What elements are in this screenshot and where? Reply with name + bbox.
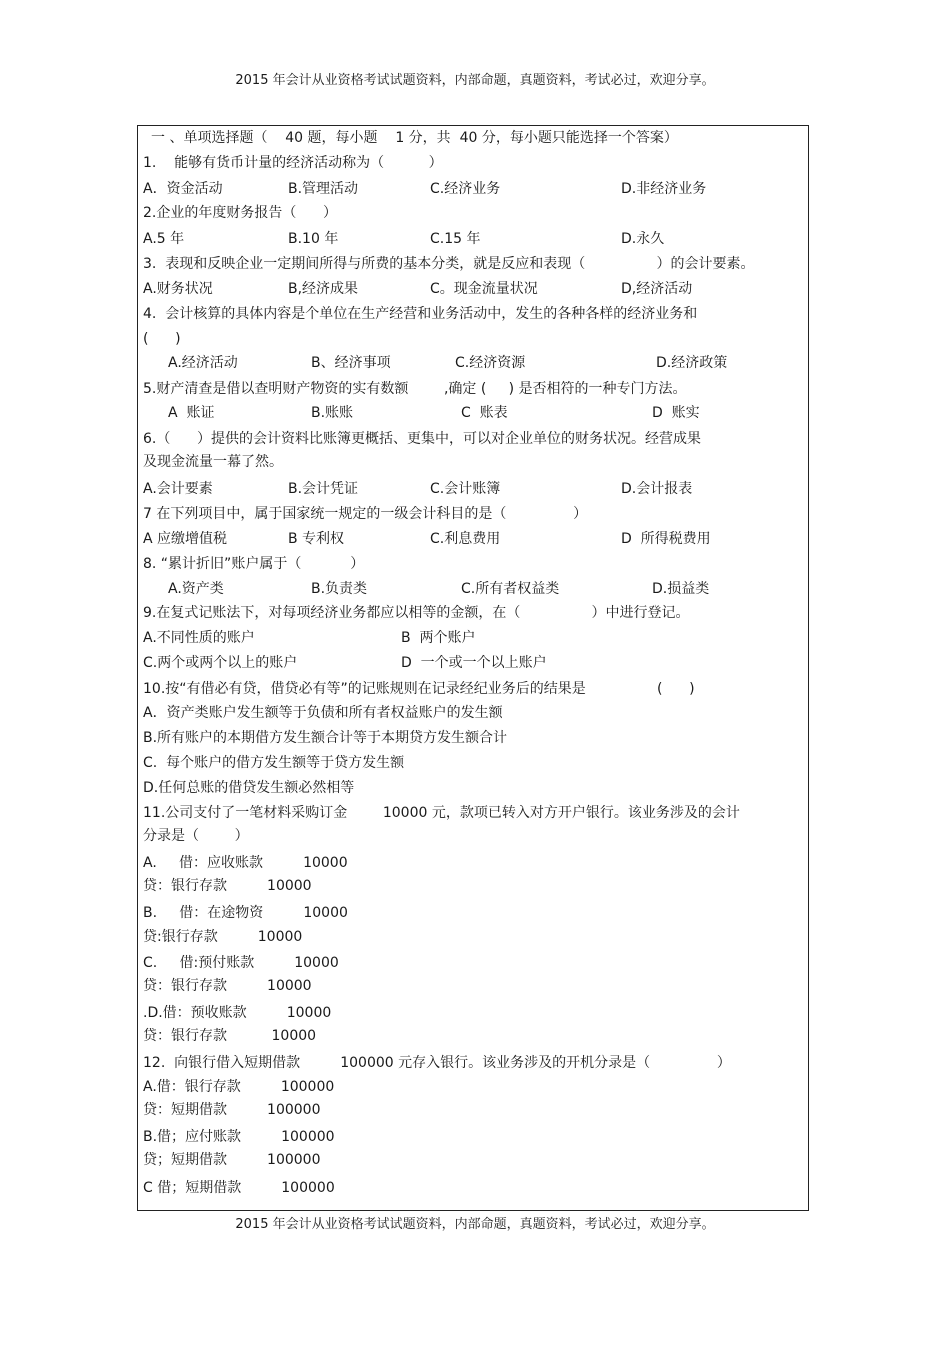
answer-option: C.经济资源 <box>455 355 526 371</box>
question-line <box>143 654 803 672</box>
question-line <box>143 877 803 895</box>
question-line <box>143 380 803 398</box>
answer-option: A.会计要素 <box>143 481 213 497</box>
question-line <box>143 977 803 995</box>
answer-option: C.15 年 <box>430 231 481 247</box>
answer-option: B 两个账户 <box>401 630 476 646</box>
question-text: 3. 表现和反映企业一定期间所得与所费的基本分类，就是反应和表现（ ）的会计要素。 <box>143 256 755 272</box>
question-text: 11.公司支付了一笔材料采购订金 10000 元，款项已转入对方开户银行。该业务涉及的会计 <box>143 805 740 821</box>
answer-option: D 所得税费用 <box>621 531 711 547</box>
question-line <box>143 1128 803 1146</box>
answer-option: A.经济活动 <box>168 355 238 371</box>
question-line <box>143 480 803 498</box>
question-text: C. 每个账户的借方发生额等于贷方发生额 <box>143 755 405 771</box>
question-line <box>143 580 803 598</box>
question-line <box>143 305 803 323</box>
question-line <box>143 1027 803 1045</box>
answer-option: B.账账 <box>311 405 354 421</box>
question-line <box>143 1004 803 1022</box>
question-line <box>143 680 803 698</box>
question-text: 贷：银行存款 10000 <box>143 1028 317 1044</box>
question-text: B.借；应付账款 100000 <box>143 1129 335 1145</box>
answer-option: B 专利权 <box>288 531 345 547</box>
footer-note: 2015 年会计从业资格考试试题资料，内部命题，真题资料，考试必过，欢迎分享。 <box>235 1217 715 1232</box>
section-title-text: 一 、单项选择题（ 40 题，每小题 1 分，共 40 分，每小题只能选择一个答案） <box>151 130 678 146</box>
question-line <box>143 354 803 372</box>
answer-option: C.两个或两个以上的账户 <box>143 655 298 671</box>
answer-option: D.永久 <box>621 231 665 247</box>
answer-option: B.负责类 <box>311 581 368 597</box>
question-line <box>143 1151 803 1169</box>
answer-option: A.资产类 <box>168 581 224 597</box>
question-line <box>143 704 803 722</box>
question-line <box>143 330 803 348</box>
question-line <box>143 453 803 471</box>
answer-option: D.损益类 <box>652 581 710 597</box>
question-text: C 借；短期借款 100000 <box>143 1180 335 1196</box>
answer-option: C.会计账簿 <box>430 481 501 497</box>
question-line <box>143 505 803 523</box>
answer-option: B、经济事项 <box>311 355 391 371</box>
question-line <box>143 1078 803 1096</box>
question-text: B. 借：在途物资 10000 <box>143 905 348 921</box>
question-line <box>143 180 803 198</box>
question-text: 8. “累计折旧”账户属于（ ） <box>143 556 365 572</box>
answer-option: B,经济成果 <box>288 281 359 297</box>
answer-option: A.不同性质的账户 <box>143 630 255 646</box>
question-line <box>143 604 803 622</box>
answer-option: C.经济业务 <box>430 181 501 197</box>
question-text: 6.（ ）提供的会计资料比账簿更概括、更集中，可以对企业单位的财务状况。经营成果 <box>143 431 702 447</box>
question-line <box>143 404 803 422</box>
question-line <box>143 804 803 822</box>
question-line <box>143 1101 803 1119</box>
question-line <box>143 779 803 797</box>
answer-option: B.10 年 <box>288 231 339 247</box>
question-text: 4. 会计核算的具体内容是个单位在生产经营和业务活动中，发生的各种各样的经济业务和 <box>143 306 698 322</box>
question-line <box>143 629 803 647</box>
section-title <box>143 129 803 147</box>
question-line <box>143 827 803 845</box>
question-text: 7 在下列项目中，属于国家统一规定的一级会计科目的是（ ） <box>143 506 588 522</box>
question-line <box>143 1054 803 1072</box>
question-text: 贷：银行存款 10000 <box>143 878 312 894</box>
question-line <box>143 854 803 872</box>
question-line <box>143 154 803 172</box>
answer-option: D.会计报表 <box>621 481 693 497</box>
question-text: A. 借：应收账款 10000 <box>143 855 348 871</box>
answer-option: A．资金活动 <box>143 181 223 197</box>
answer-option: C.所有者权益类 <box>461 581 560 597</box>
question-text: 5.财产清查是借以查明财产物资的实有数额 ,确定 ( ) 是否相符的一种专门方法。 <box>143 381 687 397</box>
question-text: A．资产类账户发生额等于负债和所有者权益账户的发生额 <box>143 705 503 721</box>
header-note: 2015 年会计从业资格考试试题资料，内部命题，真题资料，考试必过，欢迎分享。 <box>235 73 715 88</box>
question-line <box>143 430 803 448</box>
question-text: 9.在复式记账法下，对每项经济业务都应以相等的金额，在（ ）中进行登记。 <box>143 605 690 621</box>
question-text: C. 借:预付账款 10000 <box>143 955 339 971</box>
answer-option: D.非经济业务 <box>621 181 707 197</box>
question-text: A.借：银行存款 100000 <box>143 1079 335 1095</box>
question-line <box>143 729 803 747</box>
question-line <box>143 1179 803 1197</box>
question-line <box>143 255 803 273</box>
question-line <box>143 754 803 772</box>
question-line <box>143 204 803 222</box>
question-text: 2.企业的年度财务报告（ ） <box>143 205 338 221</box>
answer-option: D.经济政策 <box>656 355 728 371</box>
answer-option: B.会计凭证 <box>288 481 359 497</box>
question-text: B.所有账户的本期借方发生额合计等于本期贷方发生额合计 <box>143 730 508 746</box>
answer-option: A.财务状况 <box>143 281 213 297</box>
answer-option: D 账实 <box>652 405 700 421</box>
question-text: 及现金流量一幕了然。 <box>143 454 283 470</box>
answer-option: C。现金流量状况 <box>430 281 538 297</box>
question-line <box>143 928 803 946</box>
question-text: 贷：短期借款 100000 <box>143 1102 321 1118</box>
question-line <box>143 280 803 298</box>
answer-option: A 应缴增值税 <box>143 531 228 547</box>
answer-option: B.管理活动 <box>288 181 359 197</box>
answer-option: A.5 年 <box>143 231 185 247</box>
question-line <box>143 954 803 972</box>
question-text: 分录是（ ） <box>143 828 249 844</box>
answer-option: C 账表 <box>461 405 508 421</box>
question-text: 1. 能够有货币计量的经济活动称为（ ） <box>143 155 443 171</box>
question-line <box>143 230 803 248</box>
question-text: 10.按“有借必有贷，借贷必有等”的记账规则在记录经纪业务后的结果是 ( ) <box>143 681 695 697</box>
question-line <box>143 555 803 573</box>
question-text: 贷：银行存款 10000 <box>143 978 312 994</box>
question-text: 12. 向银行借入短期借款 100000 元存入银行。该业务涉及的开机分录是（ ） <box>143 1055 731 1071</box>
answer-option: A 账证 <box>168 405 215 421</box>
question-line <box>143 530 803 548</box>
question-text: 贷；短期借款 100000 <box>143 1152 321 1168</box>
question-text: .D.借：预收账款 10000 <box>143 1005 332 1021</box>
answer-option: C.利息费用 <box>430 531 501 547</box>
question-text: 贷:银行存款 10000 <box>143 929 303 945</box>
question-text: D.任何总账的借贷发生额必然相等 <box>143 780 355 796</box>
question-line <box>143 904 803 922</box>
answer-option: D,经济活动 <box>621 281 693 297</box>
question-text: ( ) <box>143 331 181 347</box>
answer-option: D 一个或一个以上账户 <box>401 655 547 671</box>
